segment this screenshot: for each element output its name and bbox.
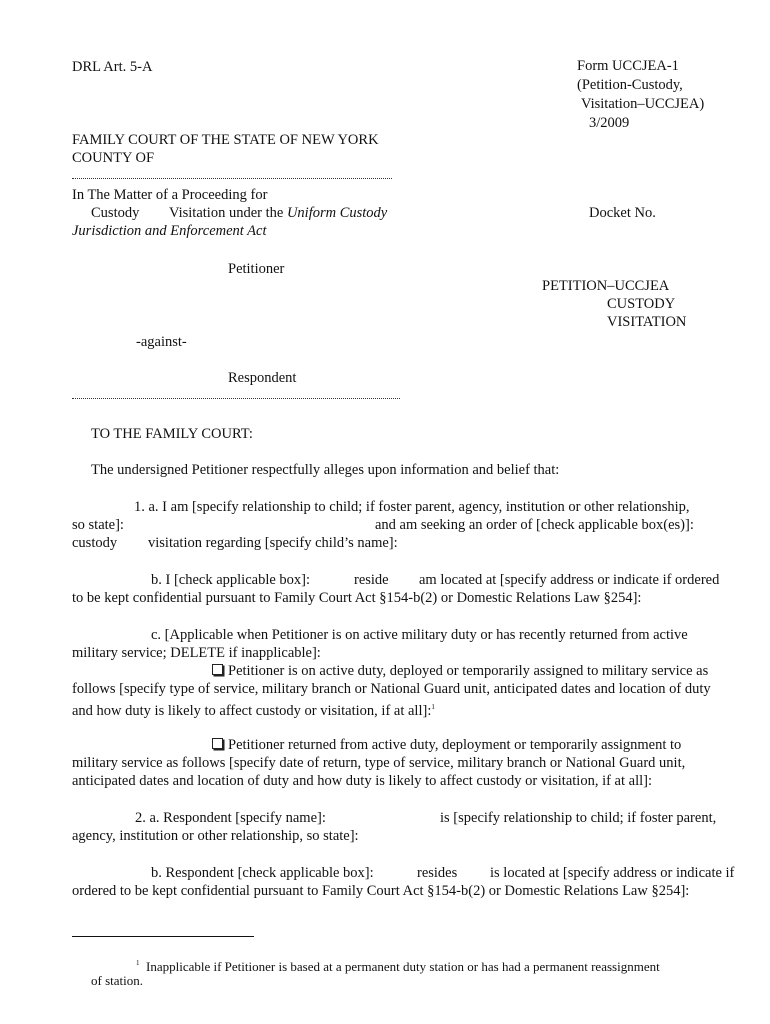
footnote-text: Inapplicable if Petitioner is based at a permanent duty station or has had a permanent reassignment: [146, 959, 660, 974]
act-name-part1: Uniform Custody: [286, 205, 388, 221]
para-1b-lead: b. I [check applicable box]:: [151, 572, 311, 588]
court-name: FAMILY COURT OF THE STATE OF NEW YORK: [72, 132, 379, 148]
returned-duty-line2: military service as follows [specify date of return, type of service, military branch or National Guard unit,: [72, 755, 686, 771]
intro-paragraph: The undersigned Petitioner respectfully alleges upon information and belief that:: [91, 462, 560, 478]
caption-bottom-rule: [72, 398, 400, 399]
docket-label: Docket No.: [589, 205, 656, 221]
para-1a-line1: 1. a. I am [specify relationship to child; if foster parent, agency, institution or other relationship,: [134, 499, 690, 515]
option-reside[interactable]: reside: [354, 572, 389, 588]
footnote-line2: of station.: [91, 973, 143, 988]
form-date: 3/2009: [589, 115, 630, 131]
matter-line: In The Matter of a Proceeding for: [72, 187, 268, 203]
statute-reference: DRL Art. 5-A: [72, 59, 153, 75]
checkbox-returned-duty[interactable]: [212, 736, 681, 754]
para-2b-lead: b. Respondent [check applicable box]:: [151, 865, 374, 881]
checkbox-active-duty[interactable]: [212, 662, 708, 680]
active-duty-line3-text: and how duty is likely to affect custody or visitation, if at all]:: [72, 703, 432, 719]
form-type: (Petition-Custody,: [577, 77, 683, 93]
caption-top-rule: [72, 178, 392, 179]
petitioner-label: Petitioner: [228, 261, 285, 277]
footnote-mark: 1: [136, 959, 140, 967]
petition-title: PETITION–UCCJEA: [542, 278, 670, 294]
to-court-heading: TO THE FAMILY COURT:: [91, 426, 253, 442]
option-custody[interactable]: custody: [72, 535, 118, 551]
active-duty-text: Petitioner is on active duty, deployed or temporarily assigned to military service as: [228, 663, 709, 679]
form-identifier: [577, 57, 704, 133]
county-label: COUNTY OF: [72, 150, 155, 166]
para-2a-relationship: is [specify relationship to child; if foster parent,: [440, 810, 717, 826]
active-duty-line2: follows [specify type of service, military branch or National Guard unit, anticipated dates and location of duty: [72, 681, 711, 697]
option-resides[interactable]: resides: [417, 865, 458, 881]
option-is-located[interactable]: is located at [specify address or indicate if: [490, 865, 735, 881]
option-visitation-child-name[interactable]: visitation regarding [specify child’s name]:: [148, 535, 398, 551]
para-1c-line2: military service; DELETE if inapplicable]:: [72, 645, 321, 661]
para-1b-line2: to be kept confidential pursuant to Family Court Act §154-b(2) or Domestic Relations Law §254]:: [72, 590, 642, 606]
against-label: -against-: [136, 334, 187, 350]
para-2b-line2: ordered to be kept confidential pursuant to Family Court Act §154-b(2) or Domestic Relations Law §254]:: [72, 883, 690, 899]
petition-visitation: VISITATION: [607, 314, 687, 330]
para-1c-line1: c. [Applicable when Petitioner is on active military duty or has recently returned from active: [151, 627, 688, 643]
act-name-part2: Jurisdiction and Enforcement Act: [72, 223, 267, 239]
custody-option: Custody: [91, 205, 140, 221]
returned-duty-text: Petitioner returned from active duty, deployment or temporarily assignment to: [228, 737, 682, 753]
footnote-reference: 1: [431, 703, 435, 711]
para-1a-line2-start: so state]:: [72, 517, 124, 533]
option-am-located[interactable]: am located at [specify address or indicate if ordered: [419, 572, 720, 588]
para-2a-line2: agency, institution or other relationship, so state]:: [72, 828, 359, 844]
para-1a-line2-end: and am seeking an order of [check applicable box(es)]:: [375, 517, 694, 533]
visitation-option: [169, 204, 387, 222]
respondent-label: Respondent: [228, 370, 297, 386]
returned-duty-line3: anticipated dates and location of duty and how duty is likely to affect custody or visitation, if at all]:: [72, 773, 652, 789]
para-2a-lead: 2. a. Respondent [specify name]:: [135, 810, 326, 826]
visitation-option-text: Visitation under the: [169, 205, 287, 221]
petition-custody: CUSTODY: [607, 296, 676, 312]
form-subtype: Visitation–UCCJEA): [581, 96, 705, 112]
footnote-line1: [136, 954, 660, 976]
form-number: Form UCCJEA-1: [577, 58, 679, 74]
checkbox-icon[interactable]: [212, 664, 223, 675]
active-duty-line3: [72, 698, 435, 720]
footnote-separator: [72, 936, 254, 937]
checkbox-icon[interactable]: [212, 738, 223, 749]
